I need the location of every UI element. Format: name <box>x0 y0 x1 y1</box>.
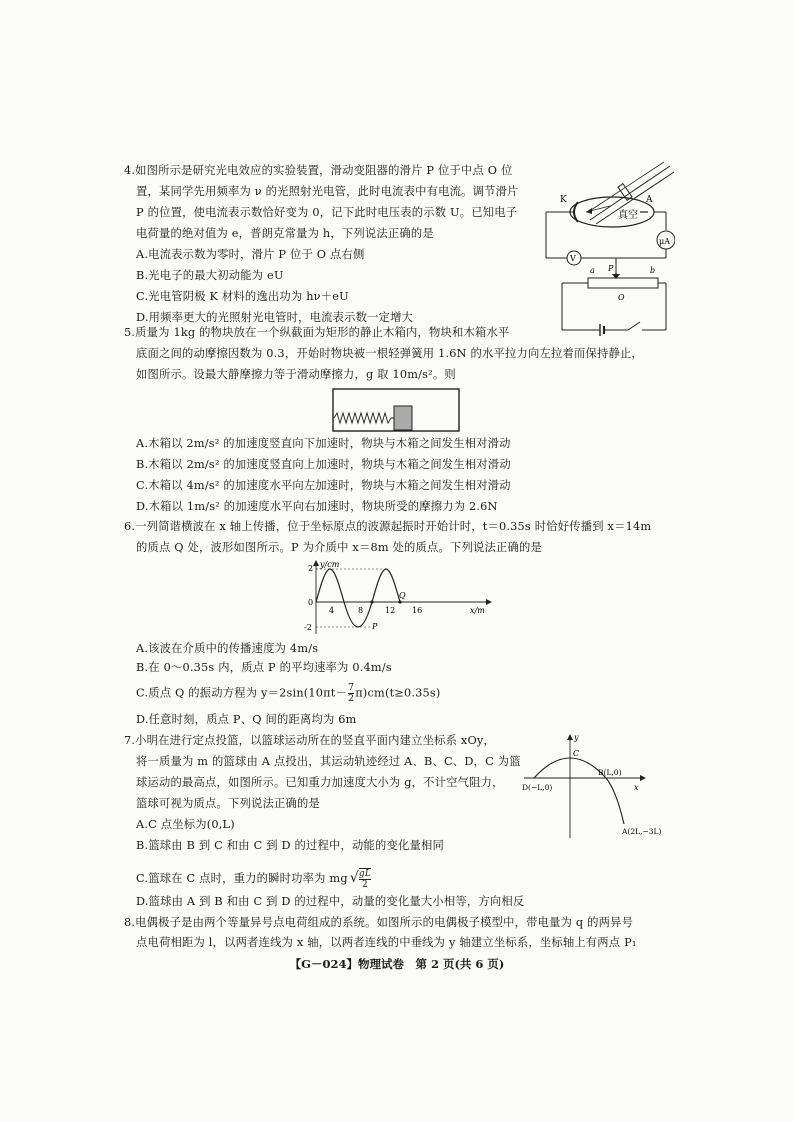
q4-option-d: D.用频率更大的光照射光电管时，电流表示数一定增大 <box>136 311 414 324</box>
q6-line-2: 的质点 Q 处，波形如图所示。P 为介质中 x＝8m 处的质点。下列说法正确的是 <box>136 541 542 554</box>
q7-line-2: 将一质量为 m 的篮球由 A 点投出，其运动轨迹经过 A、B、C、D，C 为篮 <box>136 755 521 768</box>
label-B: B(L,0) <box>598 768 622 777</box>
label-microammeter: μA <box>659 237 670 246</box>
fraction-7-over-2 <box>348 683 354 704</box>
x-axis-label: x/m <box>470 606 485 615</box>
q8-line-2: 点电荷相距为 l，以两者连线为 x 轴，以两者连线的中垂线为 y 轴建立坐标系，坐标轴上有两点 P₁ <box>136 936 637 949</box>
q6-option-c <box>136 683 441 704</box>
q6-option-a: A.该波在介质中的传播速度为 4m/s <box>136 642 319 655</box>
label-b: b <box>650 266 656 275</box>
fraction-numerator: 7 <box>348 682 355 693</box>
q4-line-1: 4.如图所示是研究光电效应的实验装置，滑动变阻器的滑片 P 位于中点 O 位 <box>124 164 513 177</box>
label-P: P <box>372 622 378 631</box>
q7-option-d: D.篮球由 A 到 B 和由 C 到 D 的过程中，动量的变化量大小相等，方向相反 <box>136 895 525 908</box>
sqrt-expression: √ $\frac{gL}{2}$ <box>349 869 372 890</box>
q6-option-b: B.在 0～0.35s 内，质点 P 的平均速率为 0.4m/s <box>136 661 392 674</box>
xtick-12: 12 <box>385 606 396 615</box>
q4-line-3: P 的位置，使电流表示数恰好变为 0，记下此时电压表的示数 U。已知电子 <box>136 206 518 219</box>
xtick-16: 16 <box>412 606 423 615</box>
sqrt-numerator: gL <box>358 869 372 879</box>
label-A: A(2L,−3L) <box>622 827 662 836</box>
q6-option-c-text: C.质点 Q 的振动方程为 y＝2sin(10πt－ <box>136 686 348 700</box>
wave-graph-figure <box>300 558 500 636</box>
label-P: P <box>608 264 614 273</box>
q4-option-a: A.电流表示数为零时，滑片 P 位于 O 点右侧 <box>136 248 365 261</box>
label-voltmeter: V <box>570 254 576 263</box>
trajectory-figure <box>518 728 668 840</box>
q7-line-4: 篮球可视为质点。下列说法正确的是 <box>136 797 320 810</box>
label-K: K <box>560 195 567 205</box>
photoelectric-circuit-figure <box>540 160 675 340</box>
q5-line-1: 5.质量为 1kg 的物块放在一个纵截面为矩形的静止木箱内，物块和木箱水平 <box>124 326 510 339</box>
q5-line-2: 底面之间的动摩擦因数为 0.3，开始时物块被一根轻弹簧用 1.6N 的水平拉力向左拉着而保持静止， <box>136 347 643 360</box>
label-x: x <box>634 783 639 792</box>
q8-line-1: 8.电偶极子是由两个等量异号点电荷组成的系统。如图所示的电偶极子模型中，带电量为 q 的两异号 <box>124 916 634 929</box>
label-a: a <box>590 266 595 275</box>
xtick-8: 8 <box>358 606 364 615</box>
q5-line-3: 如图所示。设最大静摩擦力等于滑动摩擦力，g 取 10m/s²。则 <box>136 368 456 381</box>
q4-option-b: B.光电子的最大初动能为 eU <box>136 269 284 282</box>
q7-option-c <box>136 868 371 890</box>
q6-option-c-tail: π)cm(t≥0.35s) <box>355 686 441 700</box>
label-Q: Q <box>399 591 406 600</box>
q5-option-b: B.木箱以 2m/s² 的加速度竖直向上加速时，物块与木箱之间发生相对滑动 <box>136 458 511 471</box>
q7-option-c-text: C.篮球在 C 点时，重力的瞬时功率为 mg <box>136 872 348 885</box>
fraction-denominator: 2 <box>348 693 355 704</box>
page-footer: 【G－024】物理试卷 第 2 页(共 6 页) <box>289 957 505 971</box>
q5-option-d: D.木箱以 1m/s² 的加速度水平向右加速时，物块所受的摩擦力为 2.6N <box>136 500 498 513</box>
q4-line-2: 置，某同学先用频率为 ν 的光照射光电管，此时电流表中有电流。调节滑片 <box>136 185 519 198</box>
ytick-minus-2: -2 <box>304 623 312 632</box>
ytick-0: 0 <box>308 598 314 607</box>
label-A: A <box>646 195 653 205</box>
q6-line-1: 6.一列简谐横波在 x 轴上传播，位于坐标原点的波源起振时开始计时，t＝0.35s 时恰好传播到 x＝14m <box>124 520 652 533</box>
q4-line-4: 电荷量的绝对值为 e，普朗克常量为 h，下列说法正确的是 <box>136 227 434 240</box>
q6-option-d: D.任意时刻，质点 P、Q 间的距离均为 6m <box>136 713 357 726</box>
xtick-4: 4 <box>329 606 335 615</box>
sqrt-denominator: 2 <box>361 880 368 890</box>
label-y: y <box>574 733 579 742</box>
spring-box-figure <box>332 388 460 432</box>
sqrt-fraction <box>359 868 371 890</box>
q7-option-a: A.C 点坐标为(0,L) <box>136 818 235 831</box>
label-D: D(−L,0) <box>522 783 553 792</box>
y-axis-label: y/cm <box>320 560 340 569</box>
q7-line-1: 7.小明在进行定点投篮，以篮球运动所在的竖直平面内建立坐标系 xOy， <box>124 734 495 747</box>
q4-option-c: C.光电管阴极 K 材料的逸出功为 hν＋eU <box>136 290 349 303</box>
q7-line-3: 球运动的最高点，如图所示。已知重力加速度大小为 g，不计空气阻力， <box>136 776 504 789</box>
q5-option-c: C.木箱以 4m/s² 的加速度水平向左加速时，物块与木箱之间发生相对滑动 <box>136 479 511 492</box>
label-vacuum: 真空 <box>618 210 638 221</box>
label-O: O <box>618 293 625 302</box>
q7-option-b: B.篮球由 B 到 C 和由 C 到 D 的过程中，动能的变化量相同 <box>136 839 445 852</box>
label-C: C <box>573 749 580 758</box>
ytick-2: 2 <box>308 564 314 573</box>
q5-option-a: A.木箱以 2m/s² 的加速度竖直向下加速时，物块与木箱之间发生相对滑动 <box>136 437 511 450</box>
